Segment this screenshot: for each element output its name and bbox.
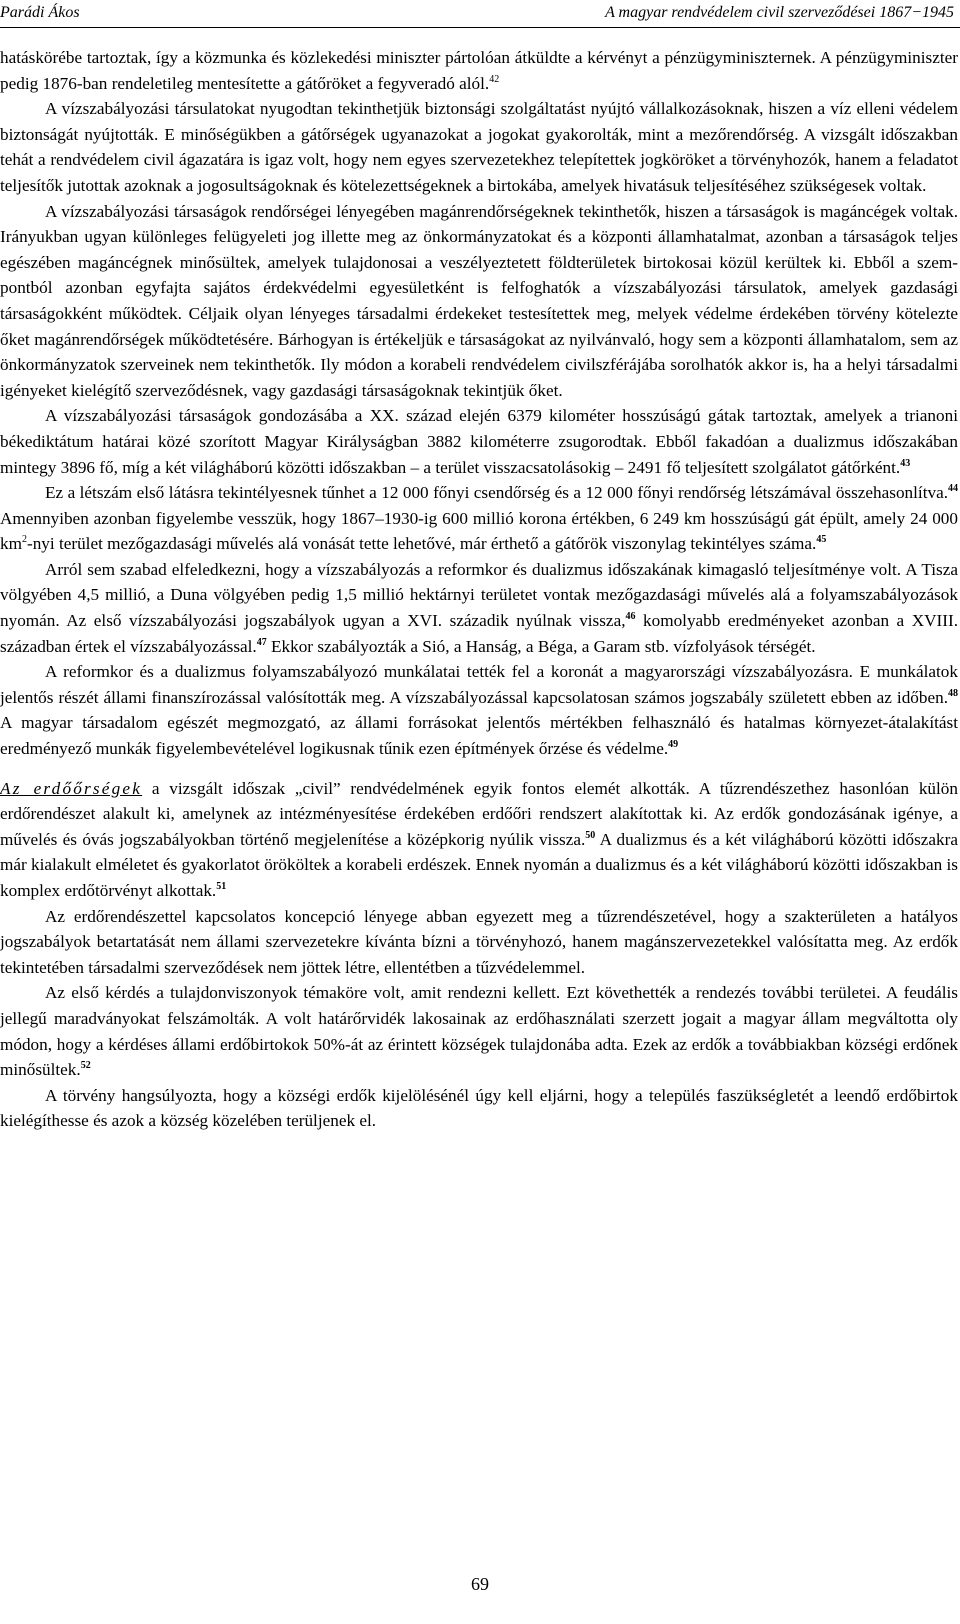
header-title: A magyar rendvédelem civil szerveződései 1867−1945 <box>605 4 954 21</box>
paragraph: A vízszabályozási társaságok rendőrségei lényegében magánrendőrségeknek tekinthetők, hiszen a társaságok is magáncégek voltak. Irányukban ugyan különleges felügyeleti jog illette meg az önkormányzatokat és a központi államhatalmat, azonban a társaságok teljes egészében magáncégnek minősültek, amelyek tulajdonosai a veszélyeztetett földterületek birtokosai közül kerültek ki. Ebből a szempontból azonban egyfajta sajátos érdekvédelmi egyesületként is felfoghatók a vízszabályozási társulatok, amelyek gazdasági társaságokként működtek. Céljaik olyan lényeges társadalmi érdekeket testesítettek meg, melyek védelme érdekében törvény kötelezte őket magánrendőrségek működtetésére. Bárhogyan is értékeljük e társaságokat az nyilvánvaló, hogy sem a központi államhatalom, sem az önkormányzatok szerveinek nem tekinthetők. Ily módon a korabeli rendvédelem civilszférájába sorolhatók akkor is, ha a helyi társadalmi igényeket kielégítő szerveződésnek, vagy gazdasági társaságoknak tekintjük őket. <box>0 201 958 400</box>
footnote-ref: 42 <box>489 73 500 85</box>
footnote-ref: 45 <box>816 534 827 546</box>
paragraph: hatáskörébe tartoztak, így a közmunka és közlekedési miniszter pártolóan átküldte a kérvényt a pénzügyminiszternek. A pénzügyminiszter pedig 1876-ban rendeletileg mentesítette a gátőröket a fegyveradó alól.$^{42}$ <box>0 48 958 93</box>
footnote-ref: 43 <box>900 457 911 469</box>
superscript-unit: 2 <box>21 534 27 546</box>
body-text <box>0 45 958 1134</box>
page-number: 69 <box>471 1574 489 1594</box>
footnote-ref: 50 <box>585 829 596 841</box>
paragraph: A vízszabályozási társaságok gondozásába a XX. század elején 6379 kilométer hosszúságú gátak tartoztak, amelyek a trianoni békediktátum határai közé szorított Magyar Királyságban 3882 kilométerre zsugorodtak. Ebből fakadóan a dualizmus időszakában mintegy 3896 fő, míg a két világháború közötti időszakban – a terület visszacsatolásokig – 2491 fő teljesített szolgálatot gátőrként.$^{43}$ <box>0 406 958 477</box>
footnote-ref: 52 <box>80 1060 91 1072</box>
header-author: Parádi Ákos <box>0 4 80 21</box>
running-header <box>0 0 960 28</box>
section-lead: Az erdőőrségek <box>0 778 143 798</box>
footnote-ref: 48 <box>948 687 958 699</box>
paragraph: A törvény hangsúlyozta, hogy a községi erdők kijelölésénél úgy kell eljárni, hogy a település faszükségletét a leendő erdőbirtok kielégíthesse és azok a község közelében terüljenek el. <box>0 1085 958 1131</box>
footnote-ref: 51 <box>216 881 227 892</box>
footnote-ref: 47 <box>256 636 267 648</box>
footnote-ref: 49 <box>668 739 679 751</box>
footnote-ref: 44 <box>948 483 958 495</box>
paragraph: Az erdőrendészettel kapcsolatos koncepció lényege abban egyezett meg a tűzrendészetével, hogy a szakterületen a hatályos jogszabályok betartatását nem állami szervezetekre kívánta bízni a törvényhozó, hanem magánszervezetekkel valósítatta meg. Az erdők tekintetében társadalmi szerveződések nem jöttek létre, ellentétben a tűzvédelemmel. <box>0 906 958 977</box>
paragraph: Ez a létszám első látásra tekintélyesnek tűnhet a 12 000 főnyi csendőrség és a 12 000 főnyi rendőrség létszámával összehasonlítva.$^{44}$ Amennyiben azonban figyelembe vesszük, hogy 1867–1930-ig 600 millió korona értékben, 6 249 km hosszúságú gát épült, amely 24 000 $km^2$-nyi terület mezőgazdasági művelés alá vonását tette lehetővé, már érthető a gátőrök viszonylag tekintélyes száma.$^{45}$ <box>0 483 958 554</box>
paragraph: Az erdőőrségek a vizsgált időszak „civil” rendvédelmének egyik fontos elemét alkották. A tűzrendészethez hasonlóan külön erdőrendészet alakult ki, amelynek az intézményesítése érdekében erdőőri rendszert alakítottak ki. Az erdők gondozásának igénye, a művelés és óvás jogszabályokban történő megjelenítése a középkorig nyúlik vissza.$^{50}$ A dualizmus és a két világháború közötti időszakra már kialakult elméletet és gyakorlatot örököltek a korabeli erdészek. Ennek nyomán a dualizmus és a két világháború közötti időszakban is komplex erdőtörvényt alkottak.$^{51}$ <box>0 778 958 900</box>
footnote-ref: 46 <box>625 611 636 623</box>
paragraph: A vízszabályozási társulatokat nyugodtan tekinthetjük biztonsági szolgáltatást nyújtó vállalkozásoknak, hiszen a víz elleni védelem biztonságát nyújtották. E minőségükben a gátőrségek ugyanazokat a jogokat gyakorolták, mint a mezőrendőrség. A vizsgált időszakban tehát a rendvédelem civil ágazatára is igaz volt, hogy nem egyes szervezetekhez telepítettek jogköröket a törvényhozók, hanem a feladatot teljesítők jutottak azoknak a jogosultságoknak és kötelezettségeknek a birtokába, amelyek hivatásuk teljesítéséhez szükségesek voltak. <box>0 99 958 195</box>
paragraph: Arról sem szabad elfeledkezni, hogy a vízszabályozás a reformkor és dualizmus időszakának kimagasló teljesítménye volt. A Tisza völgyében 4,5 millió, a Duna völgyében pedig 1,5 millió hektárnyi területet vontak mezőgazdasági művelés alá a folyamszabályozások nyomán. Az első vízszabályozási jogszabályok ugyan a XVI. századik nyúlnak vissza,$^{46}$ komolyabb eredményeket azonban a XVIII. században értek el vízszabályozással.$^{47}$ Ekkor szabályozták a Sió, a Hanság, a Béga, a Garam stb. vízfolyások térségét. <box>0 559 958 656</box>
paragraph: A reformkor és a dualizmus folyamszabályozó munkálatai tették fel a koronát a magyarországi vízszabályozásra. E munkálatok jelentős részét állami finanszírozással valósították meg. A vízszabályozással kapcsolatosan számos jogszabály született ebben az időben.$^{48}$ A magyar társadalom egészét megmozgató, az állami forrásokat jelentős mértékben felhasználó és hatalmas környezet-átalakítást eredményező munkák figyelembevételével logikusnak tűnik ezen építmények őrzése és védelme.$^{49}$ <box>0 662 958 759</box>
paragraph: Az első kérdés a tulajdonviszonyok témaköre volt, amit rendezni kellett. Ezt követhették a rendezés további területei. A feudális jellegű maradványokat felszámolták. A volt határőrvidék lakosainak az erdőhasználati szerzett jogait a magyar állam megváltotta oly módon, hogy a kérdéses állami erdőbirtokok 50%-át az érintett községek tulajdonába adta. Ezek az erdők a továbbiakban községi erdőnek minősültek.$^{52}$ <box>0 983 958 1080</box>
